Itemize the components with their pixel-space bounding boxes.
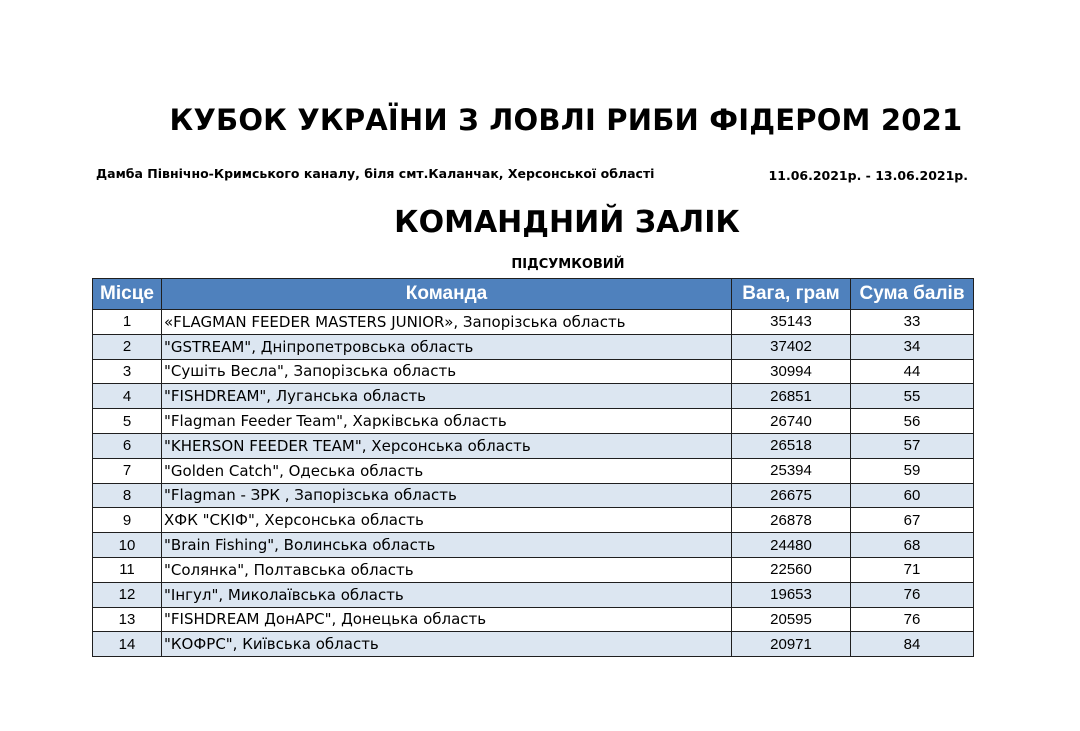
weight-cell: 25394 — [732, 458, 851, 483]
points-cell: 59 — [851, 458, 974, 483]
weight-cell: 22560 — [732, 557, 851, 582]
results-body — [93, 310, 974, 657]
table-row — [93, 458, 974, 483]
weight-cell: 26878 — [732, 508, 851, 533]
page-title: КУБОК УКРАЇНИ З ЛОВЛІ РИБИ ФІДЕРОМ 2021 — [169, 103, 963, 137]
points-cell: 34 — [851, 334, 974, 359]
place-cell: 4 — [93, 384, 162, 409]
points-cell: 33 — [851, 310, 974, 335]
place-cell: 7 — [93, 458, 162, 483]
column-header-weight: Вага, грам — [732, 279, 851, 310]
section-title: КОМАНДНИЙ ЗАЛІК — [394, 205, 740, 240]
weight-cell: 20595 — [732, 607, 851, 632]
table-row — [93, 310, 974, 335]
table-row — [93, 582, 974, 607]
team-cell: "Солянка", Полтавська область — [162, 557, 732, 582]
team-cell: "КОФРС", Київська область — [162, 632, 732, 657]
weight-cell: 20971 — [732, 632, 851, 657]
place-cell: 10 — [93, 533, 162, 558]
place-cell: 3 — [93, 359, 162, 384]
table-row — [93, 433, 974, 458]
column-header-place: Місце — [93, 279, 162, 310]
table-row — [93, 334, 974, 359]
team-cell: "Flagman - ЗРК , Запорізська область — [162, 483, 732, 508]
event-dates: 11.06.2021р. - 13.06.2021р. — [768, 168, 968, 183]
place-cell: 5 — [93, 409, 162, 434]
column-header-team: Команда — [162, 279, 732, 310]
table-row — [93, 384, 974, 409]
points-cell: 56 — [851, 409, 974, 434]
points-cell: 68 — [851, 533, 974, 558]
weight-cell: 26518 — [732, 433, 851, 458]
weight-cell: 26851 — [732, 384, 851, 409]
team-cell: "KHERSON FEEDER TEAM", Херсонська область — [162, 433, 732, 458]
team-cell: "Flagman Feeder Team", Харківська область — [162, 409, 732, 434]
weight-cell: 30994 — [732, 359, 851, 384]
points-cell: 71 — [851, 557, 974, 582]
points-cell: 84 — [851, 632, 974, 657]
table-header-row — [93, 279, 974, 310]
place-cell: 2 — [93, 334, 162, 359]
team-cell: "Golden Catch", Одеська область — [162, 458, 732, 483]
place-cell: 13 — [93, 607, 162, 632]
place-cell: 8 — [93, 483, 162, 508]
weight-cell: 35143 — [732, 310, 851, 335]
team-cell: "Інгул", Миколаївська область — [162, 582, 732, 607]
table-row — [93, 557, 974, 582]
table-row — [93, 359, 974, 384]
points-cell: 55 — [851, 384, 974, 409]
points-cell: 67 — [851, 508, 974, 533]
place-cell: 6 — [93, 433, 162, 458]
points-cell: 60 — [851, 483, 974, 508]
table-row — [93, 409, 974, 434]
place-cell: 11 — [93, 557, 162, 582]
team-cell: "FISHDREAM ДонАРС", Донецька область — [162, 607, 732, 632]
points-cell: 76 — [851, 607, 974, 632]
team-cell: ХФК "СКІФ", Херсонська область — [162, 508, 732, 533]
table-row — [93, 607, 974, 632]
team-cell: "Brain Fishing", Волинська область — [162, 533, 732, 558]
team-cell: "FISHDREAM", Луганська область — [162, 384, 732, 409]
results-table — [92, 278, 974, 657]
table-row — [93, 508, 974, 533]
weight-cell: 19653 — [732, 582, 851, 607]
place-cell: 12 — [93, 582, 162, 607]
weight-cell: 37402 — [732, 334, 851, 359]
place-cell: 9 — [93, 508, 162, 533]
points-cell: 57 — [851, 433, 974, 458]
section-subtitle: ПІДСУМКОВИЙ — [511, 257, 625, 272]
weight-cell: 24480 — [732, 533, 851, 558]
team-cell: «FLAGMAN FEEDER MASTERS JUNIOR», Запорізська область — [162, 310, 732, 335]
table-row — [93, 533, 974, 558]
points-cell: 76 — [851, 582, 974, 607]
table-row — [93, 632, 974, 657]
column-header-points: Сума балів — [851, 279, 974, 310]
place-cell: 14 — [93, 632, 162, 657]
place-cell: 1 — [93, 310, 162, 335]
event-location: Дамба Північно-Кримського каналу, біля смт.Каланчак, Херсонської області — [96, 166, 655, 181]
team-cell: "GSTREAM", Дніпропетровська область — [162, 334, 732, 359]
table-row — [93, 483, 974, 508]
team-cell: "Сушіть Весла", Запорізська область — [162, 359, 732, 384]
points-cell: 44 — [851, 359, 974, 384]
weight-cell: 26740 — [732, 409, 851, 434]
weight-cell: 26675 — [732, 483, 851, 508]
